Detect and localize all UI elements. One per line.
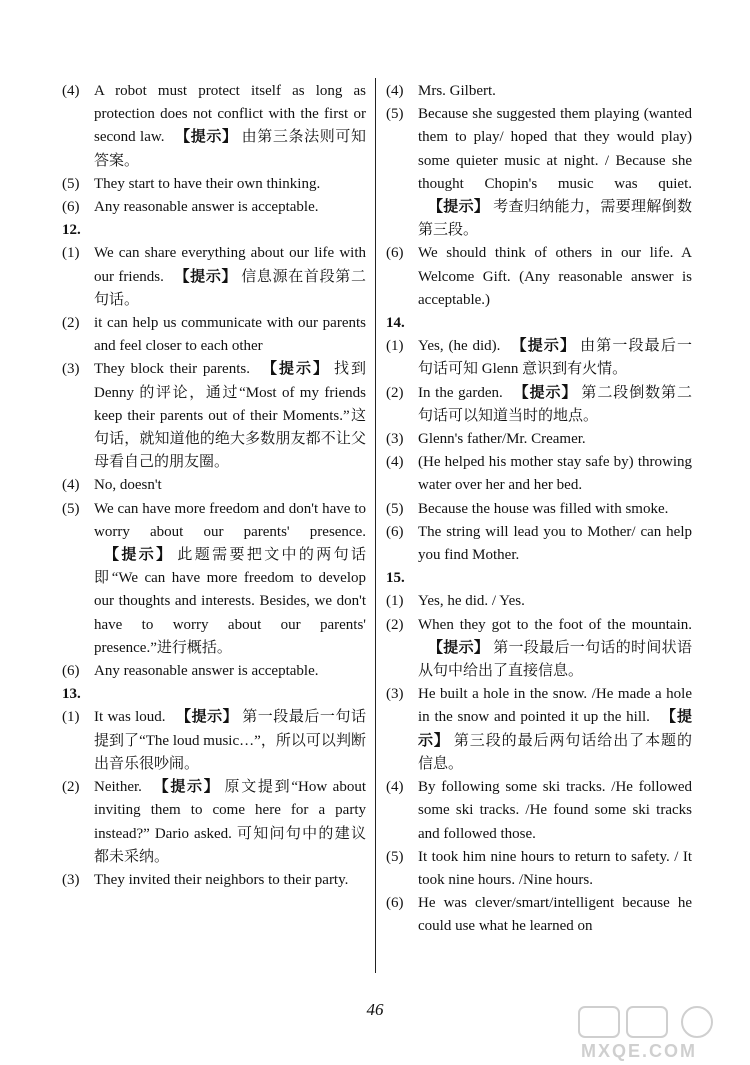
answer-item [386,614,692,684]
answer-number: (6) [62,199,80,216]
answer-item [62,474,366,497]
answer-text: Because she suggested them playing (wanted them to play/ hoped that they would play) some quieter music at night. / Because she thought Chopin's music was quiet. [418,106,692,192]
right-column [386,80,692,939]
answer-text: A robot must protect itself as long as protection does not conflict with the first or second law. [94,83,366,146]
hint-text: 第二段倒数第二句话可以知道当时的地点。 [418,384,692,424]
answer-number: (5) [386,106,404,123]
answer-text: The string will lead you to Mother/ can help you find Mother. [418,523,692,564]
answer-text: it can help us communicate with our parents and feel closer to each other [94,315,366,355]
hint-label: 【提示】 [173,268,238,285]
answer-number: (2) [62,315,80,332]
answer-item [386,892,692,938]
answer-text: By following some ski tracks. /He followed some ski tracks. /He found some ski tracks and followed those. [418,779,692,842]
answer-item [62,312,366,358]
answer-item [62,776,366,869]
answer-number: (3) [62,871,80,888]
hint-label: 【提示】 [512,384,578,401]
hint-text: 由第一段最后一句话可知 Glenn 意识到有火情。 [418,338,692,378]
answer-text: In the garden. [418,384,503,401]
hint-text: 第一段最后一句话提到了“The loud music…”，所以可以判断出音乐很吵闹。 [94,709,366,772]
hint-text: 由第三条法则可知答案。 [94,129,366,169]
answer-number: (6) [386,523,404,540]
hint-label: 【提示】 [428,639,490,656]
answer-item [62,706,366,776]
answer-text: Yes, (he did). [418,338,501,355]
answer-text-block [94,869,366,892]
answer-item [386,428,692,451]
hint-text: 考查归纳能力，需要理解倒数第三段。 [418,199,692,239]
answer-text: No, doesn't [94,477,162,494]
answer-item [62,173,366,196]
answer-number: (5) [62,175,80,192]
answer-text: They invited their neighbors to their party. [94,871,349,888]
hint-text: 原文提到“How about inviting them to come here for a party instead?” Dario asked. 可知问句中的建议都未采纳。 [94,779,366,865]
answer-text-block [94,776,366,869]
section-number: 13. [62,686,81,703]
answer-number: (1) [386,593,404,610]
hint-label: 【提示】 [151,779,221,796]
answer-text: Any reasonable answer is acceptable. [94,663,319,680]
answer-text-block [94,242,366,312]
answer-text-block [418,335,692,381]
answer-text: He was clever/smart/intelligent because he could use what he learned on [418,895,692,935]
section-number: 14. [386,315,405,332]
hint-label: 【提示】 [174,129,238,146]
answer-text-block [94,706,366,776]
answer-text: We should think of others in our life. A Welcome Gift. (Any reasonable answer is acceptable.) [418,245,692,308]
hint-text: 信息源在首段第二句话。 [94,268,366,308]
answer-number: (1) [62,245,80,262]
answer-text-block [418,590,692,613]
answer-number: (2) [62,779,80,796]
answer-number: (5) [386,848,404,865]
svg-text:MXQE.COM: MXQE.COM [581,1041,698,1061]
answer-item [62,358,366,474]
answer-text-block [418,846,692,892]
answer-text: We can share everything about our life with our friends. [94,245,366,285]
section-number: 15. [386,570,405,587]
answer-item [386,521,692,567]
hint-label: 【提示】 [175,709,239,726]
answer-text-block [94,498,366,660]
answer-text: Yes, he did. / Yes. [418,593,525,610]
answer-text-block [418,521,692,567]
answer-item [386,590,692,613]
answer-text: He built a hole in the snow. /He made a hole in the snow and pointed it up the hill. [418,686,692,726]
answer-item [386,382,692,428]
answer-item [386,498,692,521]
answer-text-block [418,498,692,521]
answer-number: (3) [62,361,80,378]
answer-number: (4) [386,454,404,471]
answer-number: (2) [386,384,404,401]
answer-text-block [418,428,692,451]
answer-text-block [94,474,366,497]
answer-item [386,103,692,242]
answer-number: (1) [386,338,404,355]
hint-text: 第三段的最后两句话给出了本题的信息。 [418,732,692,772]
answer-number: (6) [386,895,404,912]
answer-text: They start to have their own thinking. [94,175,321,192]
answer-item [386,683,692,776]
answer-item [386,451,692,497]
answer-text-block [418,242,692,312]
hint-label: 【提示】 [510,338,577,355]
answer-item [386,335,692,381]
answer-text: Any reasonable answer is acceptable. [94,199,319,216]
answer-number: (4) [386,83,404,99]
answer-number: (3) [386,431,404,448]
answer-text: We can have more freedom and don't have to worry about our parents' presence. [94,500,366,540]
answer-number: (6) [386,245,404,262]
answer-text-block [418,776,692,846]
answer-text: Neither. [94,779,142,796]
answer-text-block [94,80,366,173]
answer-item [62,660,366,683]
answer-number: (1) [62,709,80,726]
answer-text: Because the house was filled with smoke. [418,500,669,517]
hint-text: 此题需要把文中的两句话即“We can have more freedom to develop our thoughts and interests. Besides, we don't have to worry about our parents' presence.”进行概括。 [94,547,366,656]
left-column [62,80,366,892]
answer-text-block [94,660,366,683]
column-divider [375,78,376,973]
answer-number: (5) [62,500,80,517]
answer-item [386,846,692,892]
page-number: 46 [366,1000,384,1019]
hint-label: 【提示】 [259,361,330,378]
answer-item [386,242,692,312]
hint-label: 【提示】 [418,709,692,749]
answer-item [62,869,366,892]
answer-text: It took him nine hours to return to safety. / It took nine hours. /Nine hours. [418,848,692,888]
section-number: 12. [62,222,81,239]
answer-text-block [94,173,366,196]
answer-item [62,242,366,312]
answer-text: Glenn's father/Mr. Creamer. [418,431,586,448]
answer-item [386,80,692,103]
watermark-logo [577,1005,742,1063]
answer-item [62,498,366,660]
answer-item [62,80,366,173]
answer-text: When they got to the foot of the mountain. [418,616,692,633]
answer-number: (6) [62,663,80,680]
answer-number: (5) [386,500,404,517]
answer-item [62,196,366,219]
answer-text: They block their parents. [94,361,250,378]
answer-text: Mrs. Gilbert. [418,83,496,99]
hint-label: 【提示】 [428,199,490,216]
answer-number: (2) [386,616,404,633]
answer-text-block [418,451,692,497]
hint-text: 找到 Denny 的评论，通过“Most of my friends keep their parents out of their Moments.”这句话，就知道他的绝大多数朋友都不让父母看自己的朋友圈。 [94,361,366,471]
answer-text-block [418,103,692,242]
answer-text-block [418,892,692,938]
answer-text-block [94,196,366,219]
answer-text-block [418,614,692,684]
answer-number: (4) [386,779,404,796]
answer-text-block [418,80,692,103]
answer-text: (He helped his mother stay safe by) throwing water over her and her bed. [418,454,692,494]
hint-text: 第一段最后一句话的时间状语从句中给出了直接信息。 [418,639,692,680]
answer-number: (4) [62,83,80,99]
answer-text-block [418,382,692,428]
answer-number: (4) [62,477,80,494]
answer-text-block [94,312,366,358]
answer-text-block [418,683,692,776]
hint-label: 【提示】 [104,547,174,564]
answer-number: (3) [386,686,404,703]
answer-text: It was loud. [94,709,166,726]
answer-item [386,776,692,846]
answer-text-block [94,358,366,474]
